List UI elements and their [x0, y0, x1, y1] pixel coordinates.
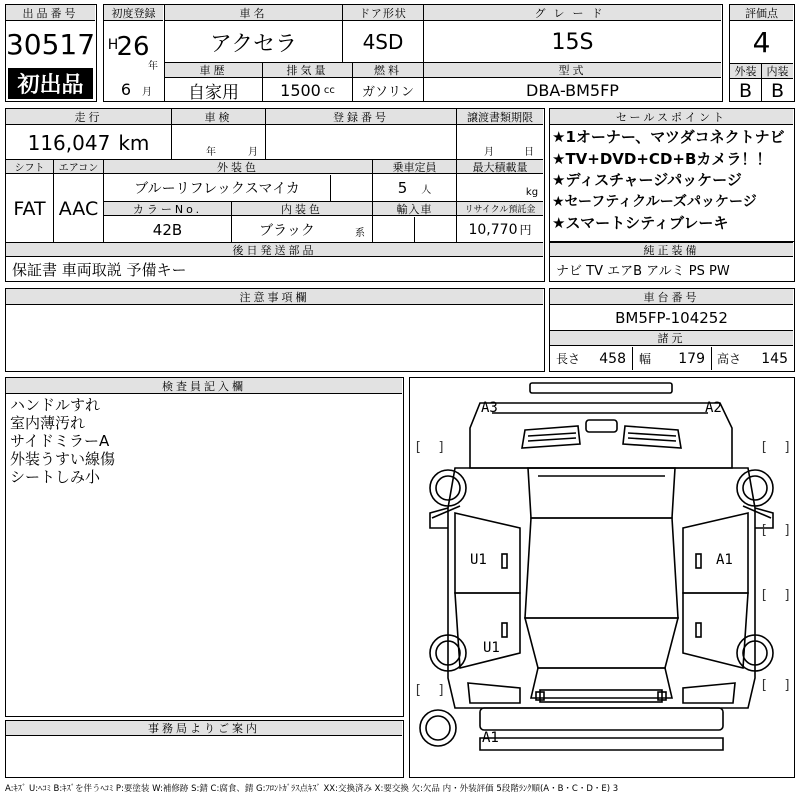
damage-mark-front-left: A3	[481, 400, 498, 416]
grade-value: 15S	[551, 29, 594, 55]
shift-label: シフト	[6, 160, 53, 174]
type-label: 型式	[424, 63, 721, 78]
ext-color-label: 外装色	[104, 160, 372, 174]
equipment-box	[549, 242, 795, 282]
sales-point-item: ★1オーナー、マツダコネクトナビ	[552, 128, 785, 146]
capacity-value	[373, 175, 456, 201]
transfer-label: 譲渡書類期限	[457, 109, 543, 125]
recycle-value	[457, 217, 543, 242]
office-box	[5, 720, 404, 778]
width-value: 179	[678, 350, 705, 367]
lot-number: 30517	[5, 27, 96, 61]
rear-window	[525, 618, 678, 668]
capacity-label: 乗車定員	[373, 160, 456, 174]
capacity-number: 5	[397, 179, 408, 197]
first-listing-badge: 初出品	[8, 68, 93, 99]
damage-mark-rear-bottom: A1	[482, 730, 499, 746]
lot-label: 出品番号	[6, 5, 95, 21]
car-diagram-box	[409, 377, 795, 778]
inspection-label: 車検	[172, 109, 265, 125]
transfer-month-unit: 月	[484, 146, 494, 158]
interior-label: 内装	[762, 64, 793, 79]
mileage-number: 116,047	[27, 130, 111, 155]
door-value: 4SD	[362, 30, 404, 54]
mileage-label: 走行	[6, 109, 171, 125]
history-label: 車歴	[165, 63, 262, 78]
displacement-unit: cc	[323, 84, 335, 96]
max-load-unit: kg	[525, 186, 539, 198]
reg-month: 6	[120, 79, 132, 99]
fuel-value: ガソリン	[361, 84, 414, 100]
ac-value: AAC	[58, 197, 99, 220]
color-no-value: 42B	[152, 220, 183, 239]
score-label: 評価点	[730, 5, 793, 21]
reg-label: 初度登録	[104, 5, 163, 21]
ac-label: エアコン	[54, 160, 103, 174]
door-left-rear	[455, 593, 520, 668]
body-outline	[448, 468, 755, 708]
int-color-value: ブラック	[259, 222, 315, 239]
mileage-value	[6, 126, 171, 159]
inspector-lines	[10, 396, 115, 486]
import-label: 輸入車	[373, 202, 456, 216]
displacement-label: 排気量	[263, 63, 352, 78]
dims-title: 諸元	[550, 331, 793, 346]
capacity-unit: 人	[421, 184, 432, 196]
int-color-suffix: 系	[355, 227, 365, 239]
inspection-month-unit: 月	[248, 146, 258, 158]
chassis-title: 車台番号	[550, 289, 793, 305]
sales-point-item: ★セーフティクルーズパッケージ	[552, 193, 757, 210]
bracket-marker: [ ]	[414, 440, 446, 455]
later-parts-value: 保証書 車両取説 予備キー	[12, 260, 187, 279]
height-cell	[712, 347, 793, 370]
era-mark: H	[107, 37, 119, 53]
rear-bottom-outline	[480, 738, 723, 750]
int-color-label: 内装色	[232, 202, 372, 216]
equipment-title: 純正装備	[550, 242, 793, 257]
grille	[586, 420, 617, 432]
reg-year: 26	[116, 32, 150, 62]
sales-point-item: ★スマートシティブレーキ	[552, 214, 729, 232]
model-label: 車名	[165, 5, 342, 21]
info-block	[5, 108, 545, 282]
color-no-label: カラーNo.	[104, 202, 231, 216]
transfer-day-unit: 日	[524, 146, 534, 158]
inspector-line: サイドミラーA	[10, 432, 110, 450]
sales-point-item: ★ディスチャージパッケージ	[552, 171, 742, 189]
exterior-label: 外装	[730, 64, 761, 79]
length-label: 長さ	[556, 352, 581, 366]
damage-mark-right-mid: A1	[716, 552, 733, 568]
registration-box	[103, 4, 165, 102]
bracket-marker: [ ]	[760, 678, 792, 693]
exterior-value: B	[738, 79, 753, 102]
shift-value: FAT	[13, 197, 46, 220]
bracket-marker: [ ]	[414, 683, 446, 698]
chassis-box	[549, 288, 795, 372]
roof	[525, 518, 678, 618]
front-bumper	[530, 383, 672, 393]
inspection-year-unit: 年	[206, 146, 216, 158]
grade-label: グレード	[424, 5, 721, 21]
later-parts-label: 後日発送部品	[6, 243, 543, 257]
notes-title: 注意事項欄	[6, 289, 543, 305]
inspector-line: シートしみ小	[10, 468, 101, 486]
plate-label: 登録番号	[266, 109, 456, 125]
chassis-number: BM5FP-104252	[615, 309, 728, 327]
height-value: 145	[761, 350, 788, 367]
headlight-left	[522, 426, 580, 448]
reg-year-unit: 年	[148, 60, 158, 72]
rear-bumper	[480, 708, 723, 730]
model-box	[165, 4, 723, 102]
bracket-marker: [ ]	[760, 440, 792, 455]
notes-box	[5, 288, 545, 372]
width-cell	[633, 347, 711, 370]
width-label: 幅	[639, 352, 652, 366]
inspector-line: ハンドルすれ	[10, 396, 101, 414]
interior-value: B	[770, 79, 785, 102]
inspector-line: 外装うすい線傷	[10, 450, 116, 468]
taillight-right	[683, 683, 735, 703]
damage-mark-left-rear: U1	[483, 640, 500, 656]
recycle-number: 10,770	[468, 221, 518, 238]
damage-mark-front-right: A2	[705, 400, 722, 416]
office-title: 事務局よりご案内	[6, 721, 402, 736]
height-label: 高さ	[717, 352, 742, 366]
door-label: ドア形状	[343, 5, 423, 21]
door-left-front	[455, 513, 520, 593]
car-diagram	[410, 378, 793, 776]
door-right-rear	[683, 593, 748, 668]
taillight-left	[468, 683, 520, 703]
type-value: DBA-BM5FP	[526, 80, 619, 100]
equipment-value: ナビ TV エアB アルミ PS PW	[556, 263, 730, 279]
displacement-value	[263, 79, 352, 101]
inspector-title: 検査員記入欄	[6, 378, 402, 394]
sales-points-box	[549, 108, 795, 242]
max-load-label: 最大積載量	[457, 160, 543, 174]
displacement-number: 1500	[280, 80, 321, 100]
length-value: 458	[599, 350, 626, 367]
damage-mark-left-mid: U1	[470, 552, 487, 568]
legend: A:ｷｽﾞ U:ﾍｺﾐ B:ｷｽﾞを伴うﾍｺﾐ P:要塗装 W:補修跡 S:錆 C:腐食、錆 G:ﾌﾛﾝﾄｶﾞﾗｽ点ｷｽﾞ XX:交換済み X:要交換 欠:欠品 内・外装評価 5段階ﾗﾝｸ順(A・B・C・D・E) 3	[5, 784, 619, 794]
length-cell	[550, 347, 632, 370]
bracket-marker: [ ]	[760, 523, 792, 538]
trunk	[531, 668, 672, 698]
history-value: 自家用	[188, 82, 239, 103]
inspector-line: 室内薄汚れ	[10, 414, 86, 432]
score-value: 4	[752, 25, 771, 59]
recycle-unit: 円	[519, 223, 532, 237]
fuel-label: 燃料	[353, 63, 423, 78]
sales-points-title: セールスポイント	[550, 109, 793, 125]
recycle-label: リサイクル預託金	[457, 202, 543, 216]
bracket-marker: [ ]	[760, 588, 792, 603]
ext-color-value: ブルーリフレックスマイカ	[134, 181, 300, 197]
inspector-box	[5, 377, 404, 717]
sales-point-item: ★TV+DVD+CD+Bカメラ！！	[552, 149, 772, 168]
sales-points-list	[552, 127, 792, 235]
lot-box	[5, 4, 97, 102]
headlight-right	[623, 426, 681, 448]
score-box	[729, 4, 795, 102]
mileage-unit: km	[118, 130, 150, 155]
reg-month-unit: 月	[142, 86, 152, 98]
model-name: アクセラ	[209, 31, 298, 57]
